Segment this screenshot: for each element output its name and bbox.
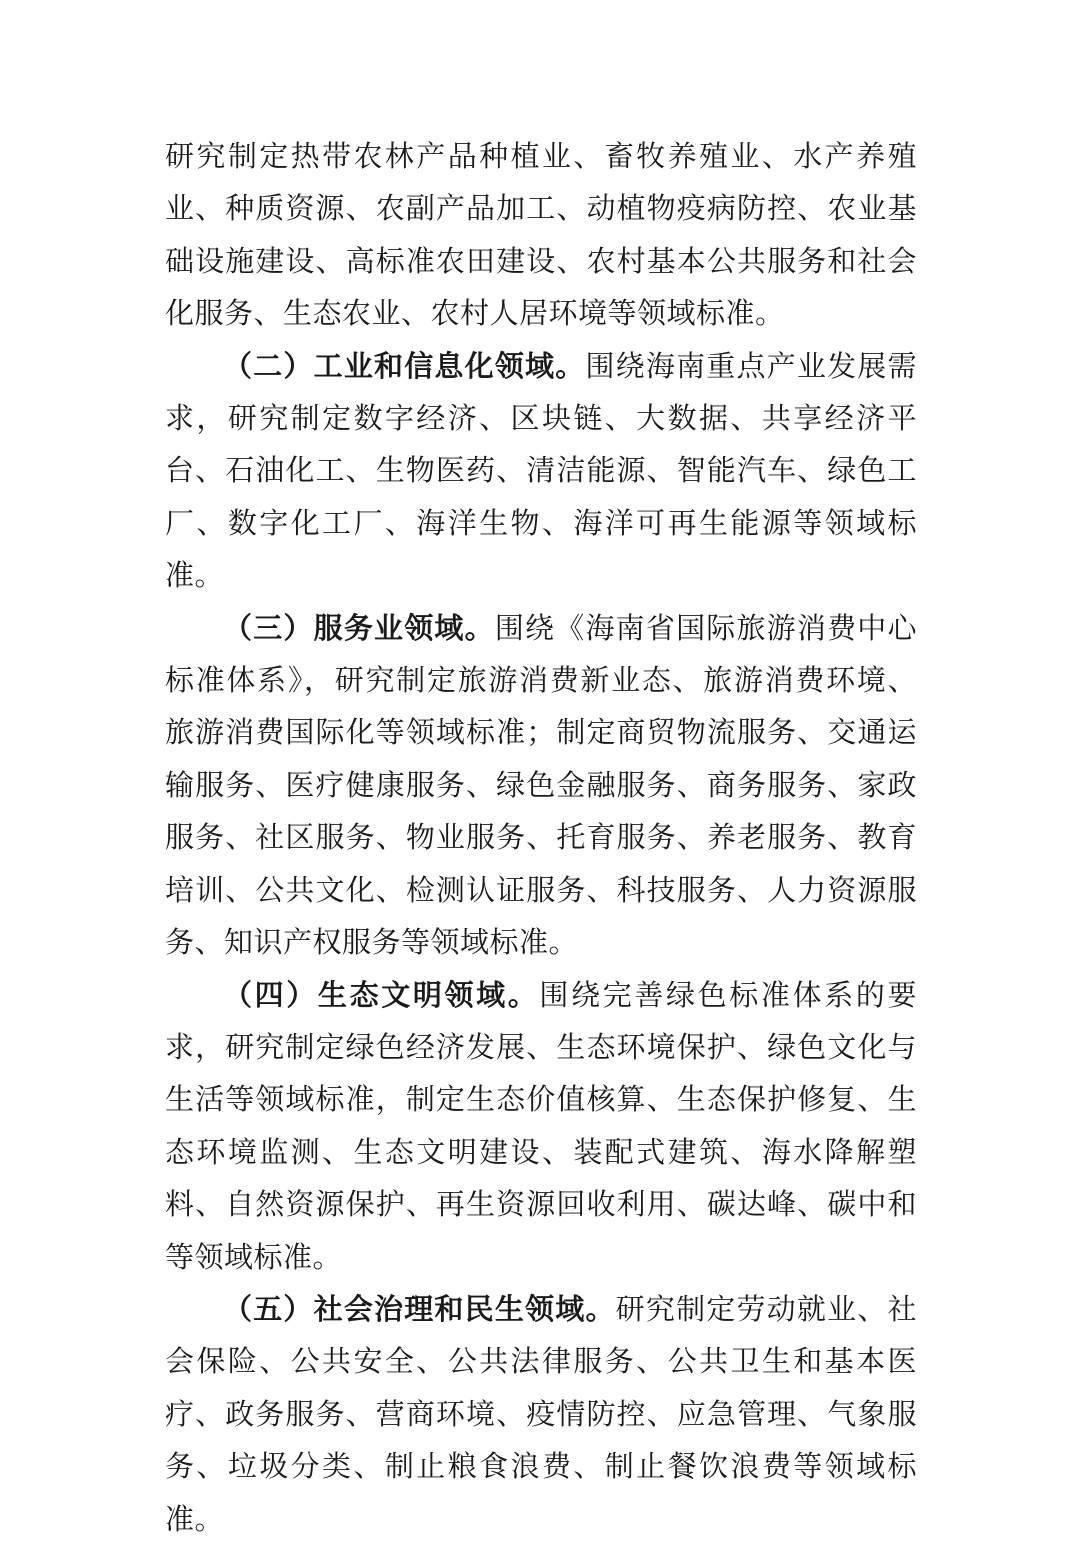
document-body — [165, 130, 917, 1545]
paragraph-agriculture-continued — [165, 130, 917, 340]
paragraph-text: 研究制定劳动就业、社会保险、公共安全、公共法律服务、公共卫生和基本医疗、政务服务、营商环境、疫情防控、应急管理、气象服务、垃圾分类、制止粮食浪费、制止餐饮浪费等领域标准。 — [165, 1291, 917, 1536]
paragraph-heading: （二）工业和信息化领域。 — [223, 348, 586, 383]
paragraph-services — [165, 602, 917, 969]
paragraph-ecology — [165, 969, 917, 1283]
paragraph-heading: （五）社会治理和民生领域。 — [223, 1291, 616, 1326]
paragraph-text: 研究制定热带农林产品种植业、畜牧养殖业、水产养殖业、种质资源、农副产品加工、动植物疫病防控、农业基础设施建设、高标准农田建设、农村基本公共服务和社会化服务、生态农业、农村人居环境等领域标准。 — [165, 139, 917, 331]
paragraph-text: 围绕完善绿色标准体系的要求，研究制定绿色经济发展、生态环境保护、绿色文化与生活等领域标准，制定生态价值核算、生态保护修复、生态环境监测、生态文明建设、装配式建筑、海水降解塑料、自然资源保护、再生资源回收利用、碳达峰、碳中和等领域标准。 — [165, 977, 917, 1274]
paragraph-industry — [165, 340, 917, 602]
paragraph-text: 围绕《海南省国际旅游消费中心标准体系》，研究制定旅游消费新业态、旅游消费环境、旅游消费国际化等领域标准；制定商贸物流服务、交通运输服务、医疗健康服务、绿色金融服务、商务服务、家政服务、社区服务、物业服务、托育服务、养老服务、教育培训、公共文化、检测认证服务、科技服务、人力资源服务、知识产权服务等领域标准。 — [165, 610, 917, 960]
paragraph-social-governance — [165, 1283, 917, 1545]
paragraph-heading: （三）服务业领域。 — [223, 610, 495, 645]
paragraph-text: 围绕海南重点产业发展需求，研究制定数字经济、区块链、大数据、共享经济平台、石油化工、生物医药、清洁能源、智能汽车、绿色工厂、数字化工厂、海洋生物、海洋可再生能源等领域标准。 — [165, 348, 917, 593]
paragraph-heading: （四）生态文明领域。 — [223, 977, 540, 1012]
